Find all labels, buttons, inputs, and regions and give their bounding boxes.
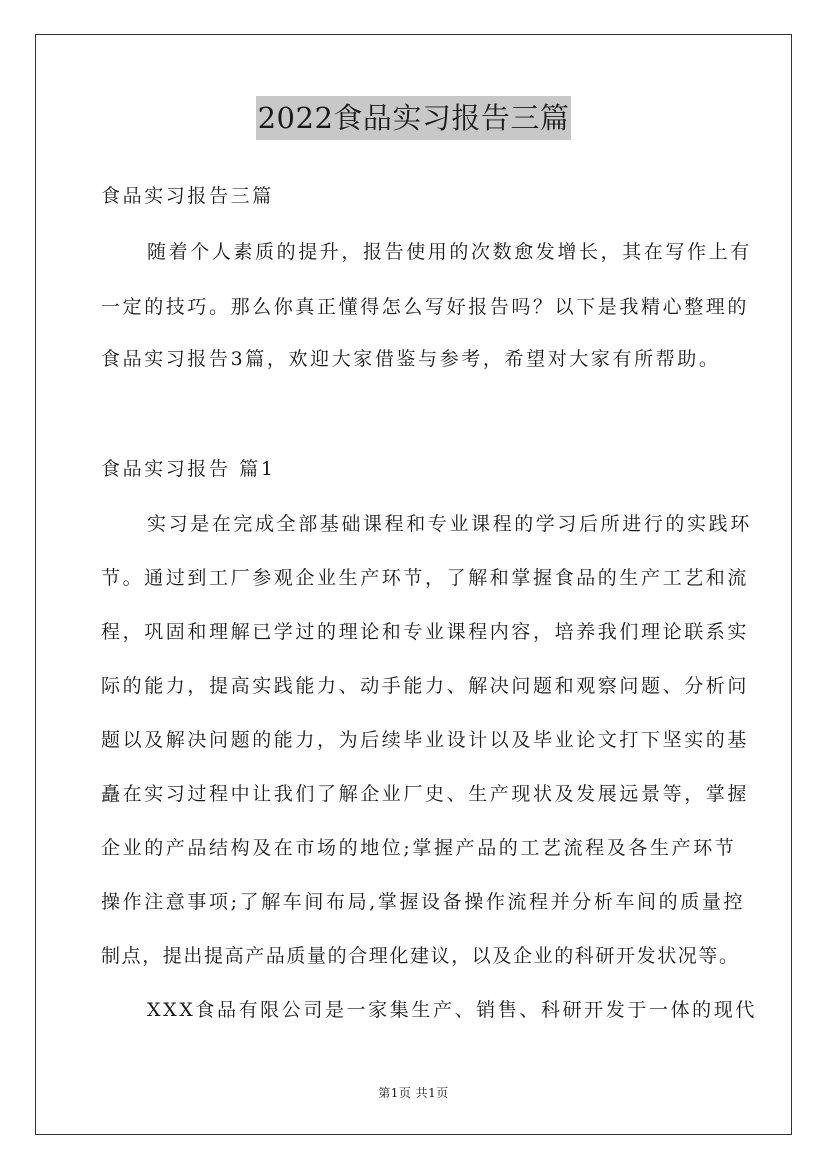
body-line: 实习是在完成全部基础课程和专业课程的学习后所进行的实践环	[147, 513, 752, 535]
intro-line: 食品实习报告3篇，欢迎大家借鉴与参考，希望对大家有所帮助。	[101, 348, 721, 370]
intro-line: 随着个人素质的提升，报告使用的次数愈发增长，其在写作上有	[147, 241, 752, 263]
body-line: 程，巩固和理解已学过的理论和专业课程内容，培养我们理论联系实	[101, 621, 750, 643]
document-title: 2022食品实习报告三篇	[256, 96, 572, 140]
title-container	[0, 96, 827, 140]
body-line: 矗在实习过程中让我们了解企业厂史、生产现状及发展远景等，掌握	[101, 783, 750, 805]
body-line: 企业的产品结构及在市场的地位;掌握产品的工艺流程及各生产环节	[101, 837, 737, 859]
body-line: 际的能力，提高实践能力、动手能力、解决问题和观察问题、分析问	[101, 675, 750, 697]
intro-line: 一定的技巧。那么你真正懂得怎么写好报告吗？以下是我精心整理的	[101, 296, 750, 318]
body-line: XXX食品有限公司是一家集生产、销售、科研开发于一体的现代	[147, 999, 757, 1021]
body-line: 节。通过到工厂参观企业生产环节，了解和掌握食品的生产工艺和流	[101, 567, 750, 589]
section-heading: 食品实习报告 篇1	[101, 458, 276, 480]
body-line: 制点，提出提高产品质量的合理化建议，以及企业的科研开发状况等。	[101, 945, 740, 967]
page-footer: 第1页 共1页	[378, 1086, 449, 1100]
body-line: 题以及解决问题的能力，为后续毕业设计以及毕业论文打下坚实的基	[101, 729, 750, 751]
document-subtitle: 食品实习报告三篇	[101, 185, 274, 207]
body-line: 操作注意事项;了解车间布局,掌握设备操作流程并分析车间的质量控	[101, 891, 746, 913]
